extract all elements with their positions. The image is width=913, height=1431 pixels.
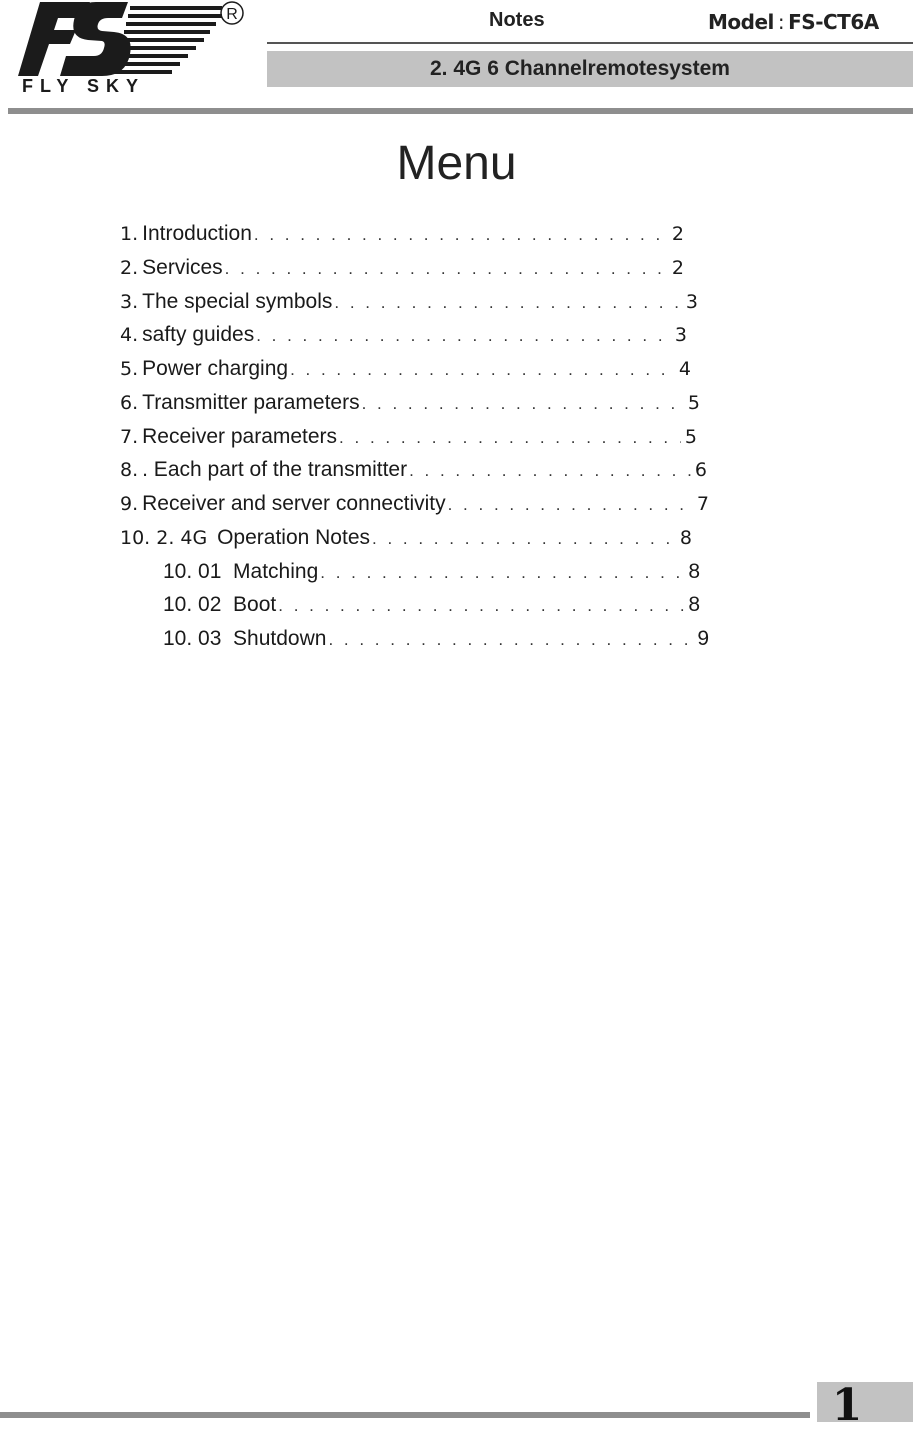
toc-leader <box>256 326 671 346</box>
model-value: FS-CT6A <box>788 10 879 34</box>
toc-subentry-page: 8 <box>688 593 700 616</box>
toc-entry-number: 6. <box>120 392 139 414</box>
toc-entry-label: . Each part of the transmitter <box>142 458 408 481</box>
toc-entry-number: 5. <box>120 358 139 380</box>
toc-entry[interactable] <box>120 492 709 522</box>
toc-leader <box>448 495 693 515</box>
toc-entry[interactable] <box>120 222 684 252</box>
toc-entry-number: 9. <box>120 493 139 515</box>
page-title: Menu <box>396 137 517 190</box>
toc-leader <box>290 360 675 380</box>
page-number-box <box>817 1380 913 1431</box>
toc-leader <box>362 394 684 414</box>
banner-text: 2. 4G 6 Channelremotesystem <box>430 57 730 80</box>
flysky-logo <box>18 0 248 96</box>
toc-entry-label: Operation Notes <box>211 526 371 549</box>
toc-entry-page: 3 <box>674 324 687 346</box>
toc-entry[interactable] <box>120 357 691 387</box>
toc-entry-number: 8. <box>120 459 139 481</box>
toc-entry-number: 1. <box>120 223 139 245</box>
toc-subentry-label: 10. 01 Matching <box>163 560 319 583</box>
toc-subentry-label: 10. 03 Shutdown <box>163 627 327 650</box>
notes-title: Notes <box>489 9 545 31</box>
toc-leader <box>225 259 668 279</box>
toc-entry-label: The special symbols <box>142 290 333 313</box>
toc-entry[interactable] <box>120 458 707 488</box>
toc-entry-page: 2 <box>671 223 684 245</box>
toc-leader <box>254 225 668 245</box>
toc-entry[interactable] <box>120 290 698 320</box>
toc-entry-page: 8 <box>679 527 692 549</box>
logo-brand-text: FLY SKY <box>22 76 146 96</box>
toc-entry-label: safty guides <box>142 323 255 346</box>
toc-entry-page: 6 <box>694 459 707 481</box>
toc-leader <box>278 596 684 616</box>
header-rule <box>8 108 913 114</box>
toc-entry-label: Power charging <box>142 357 289 380</box>
toc-entry[interactable] <box>120 425 697 455</box>
toc-entry[interactable] <box>120 526 692 556</box>
toc-entry-number: 7. <box>120 426 139 448</box>
toc-subentry-page: 9 <box>697 627 709 650</box>
registered-mark: R <box>226 6 238 23</box>
toc-entry-page: 5 <box>684 426 697 448</box>
toc-entry-label: Services <box>142 256 223 279</box>
toc-leader <box>320 563 684 583</box>
toc-entry-label: Receiver and server connectivity <box>142 492 446 515</box>
model-label <box>708 10 879 34</box>
toc-leader <box>339 428 681 448</box>
toc-entry-page: 5 <box>687 392 700 414</box>
toc-entry-label: Receiver parameters <box>142 425 338 448</box>
product-banner <box>267 51 913 87</box>
toc-entry-page: 7 <box>696 493 709 515</box>
toc-leader <box>372 529 676 549</box>
toc-subentry[interactable] <box>163 560 700 590</box>
toc-entry-number: 10. 2. 4G <box>120 527 208 549</box>
toc-entry-page: 4 <box>678 358 691 380</box>
footer-rule <box>0 1412 810 1418</box>
toc-subentry-page: 8 <box>688 560 700 583</box>
header-divider <box>267 42 913 44</box>
toc-entry-label: Transmitter parameters <box>142 391 360 414</box>
model-separator: : <box>777 10 785 34</box>
toc-leader <box>409 461 691 481</box>
toc-subentry-label: 10. 02 Boot <box>163 593 277 616</box>
toc-leader <box>334 293 682 313</box>
toc-entry-page: 3 <box>685 291 698 313</box>
page-number: 1 <box>831 1380 863 1431</box>
toc-subentry[interactable] <box>163 593 700 623</box>
model-label-text: Model <box>708 10 774 34</box>
toc-entry[interactable] <box>120 256 684 286</box>
toc-entry[interactable] <box>120 391 700 421</box>
toc-entry-number: 2. <box>120 257 139 279</box>
toc-entry[interactable] <box>120 323 687 353</box>
toc-leader <box>328 630 693 650</box>
toc-entry-number: 3. <box>120 291 139 313</box>
toc-entry-number: 4. <box>120 324 139 346</box>
toc-subentry[interactable] <box>163 627 709 657</box>
toc-entry-page: 2 <box>671 257 684 279</box>
toc-entry-label: Introduction <box>142 222 252 245</box>
